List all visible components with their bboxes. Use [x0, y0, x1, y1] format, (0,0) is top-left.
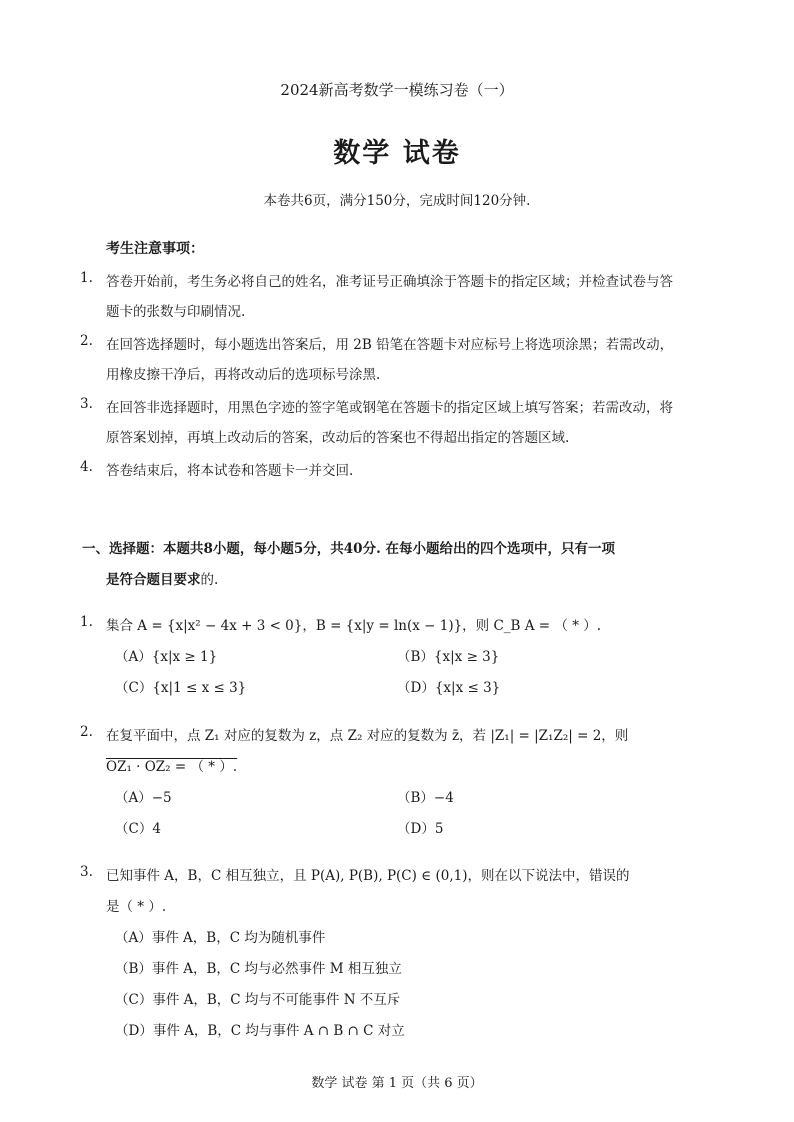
question-stem: 已知事件 A，B，C 相互独立，且 P(A), P(B), P(C) ∈ (0,1)，则在以下说法中，错误的	[106, 868, 630, 884]
option-d: （D）事件 A，B，C 均与事件 A ∩ B ∩ C 对立	[115, 1023, 405, 1039]
notice-item-line: 题卡的张数与印刷情况.	[106, 304, 246, 320]
notice-item-line: 在回答选择题时，每小题选出答案后，用 2B 铅笔在答题卡对应标号上将选项涂黑；若需改动，	[106, 337, 674, 353]
option-a: （A）事件 A，B，C 均为随机事件	[115, 930, 326, 946]
notice-item-line: 原答案划掉，再填上改动后的答案，改动后的答案也不得超出指定的答题区域.	[106, 430, 570, 446]
exam-subtitle: 2024新高考数学一模练习卷（一）	[280, 81, 514, 99]
section-heading-bold: 是符合题目要求	[106, 572, 201, 588]
notice-item-line: 在回答非选择题时，用黑色字迹的签字笔或钢笔在答题卡的指定区域上填写答案；若需改动，将	[106, 400, 673, 416]
section-heading-tail: 的.	[200, 572, 219, 588]
section-heading: 一、选择题：本题共8小题，每小题5分，共40分. 在每小题给出的四个选项中，只有一项	[82, 541, 615, 557]
notice-item-number: 3.	[80, 396, 93, 412]
question-number: 3.	[80, 864, 93, 880]
notice-heading: 考生注意事项：	[106, 241, 204, 257]
question-number: 2.	[80, 724, 93, 740]
question-stem: 在复平面中，点 Z₁ 对应的复数为 z，点 Z₂ 对应的复数为 z̄，若 |Z₁| = |Z₁Z₂| = 2，则	[106, 728, 629, 744]
notice-item-line: 答卷结束后，将本试卷和答题卡一并交回.	[106, 463, 354, 479]
exam-title: 数学 试卷	[333, 138, 461, 169]
option-b: （B）{x|x ≥ 3}	[397, 649, 500, 665]
option-c: （C）4	[115, 821, 161, 837]
page-footer: 数学 试卷 第 1 页（共 6 页）	[311, 1076, 483, 1091]
question-stem-vector-line: OZ₁ · OZ₂ = （ * ）.	[106, 759, 238, 775]
notice-item-line: 用橡皮擦干净后，再将改动后的选项标号涂黑.	[106, 367, 381, 383]
question-number: 1.	[80, 614, 93, 630]
notice-item-line: 答卷开始前，考生务必将自己的姓名，准考证号正确填涂于答题卡的指定区域；并检查试卷与答	[106, 274, 673, 290]
question-stem-line2: 是（ * ）.	[106, 899, 167, 915]
section-heading-line2	[106, 568, 218, 588]
notice-item-number: 1.	[80, 270, 93, 286]
option-a: （A）−5	[115, 790, 172, 806]
question-stem: 集合 A = {x|x² − 4x + 3 < 0}，B = {x|y = ln(x − 1)}，则 C_B A = （ * ）.	[106, 618, 602, 634]
option-b: （B）事件 A，B，C 均与必然事件 M 相互独立	[115, 961, 402, 977]
option-c: （C）{x|1 ≤ x ≤ 3}	[115, 680, 247, 696]
notice-item-number: 2.	[80, 333, 93, 349]
option-d: （D）5	[397, 821, 444, 837]
option-c: （C）事件 A，B，C 均与不可能事件 N 不互斥	[115, 992, 401, 1008]
option-d: （D）{x|x ≤ 3}	[397, 680, 501, 696]
exam-info: 本卷共6页，满分150分，完成时间120分钟.	[263, 193, 531, 209]
option-b: （B）−4	[397, 790, 454, 806]
option-a: （A）{x|x ≥ 1}	[115, 649, 218, 665]
notice-item-number: 4.	[80, 459, 93, 475]
